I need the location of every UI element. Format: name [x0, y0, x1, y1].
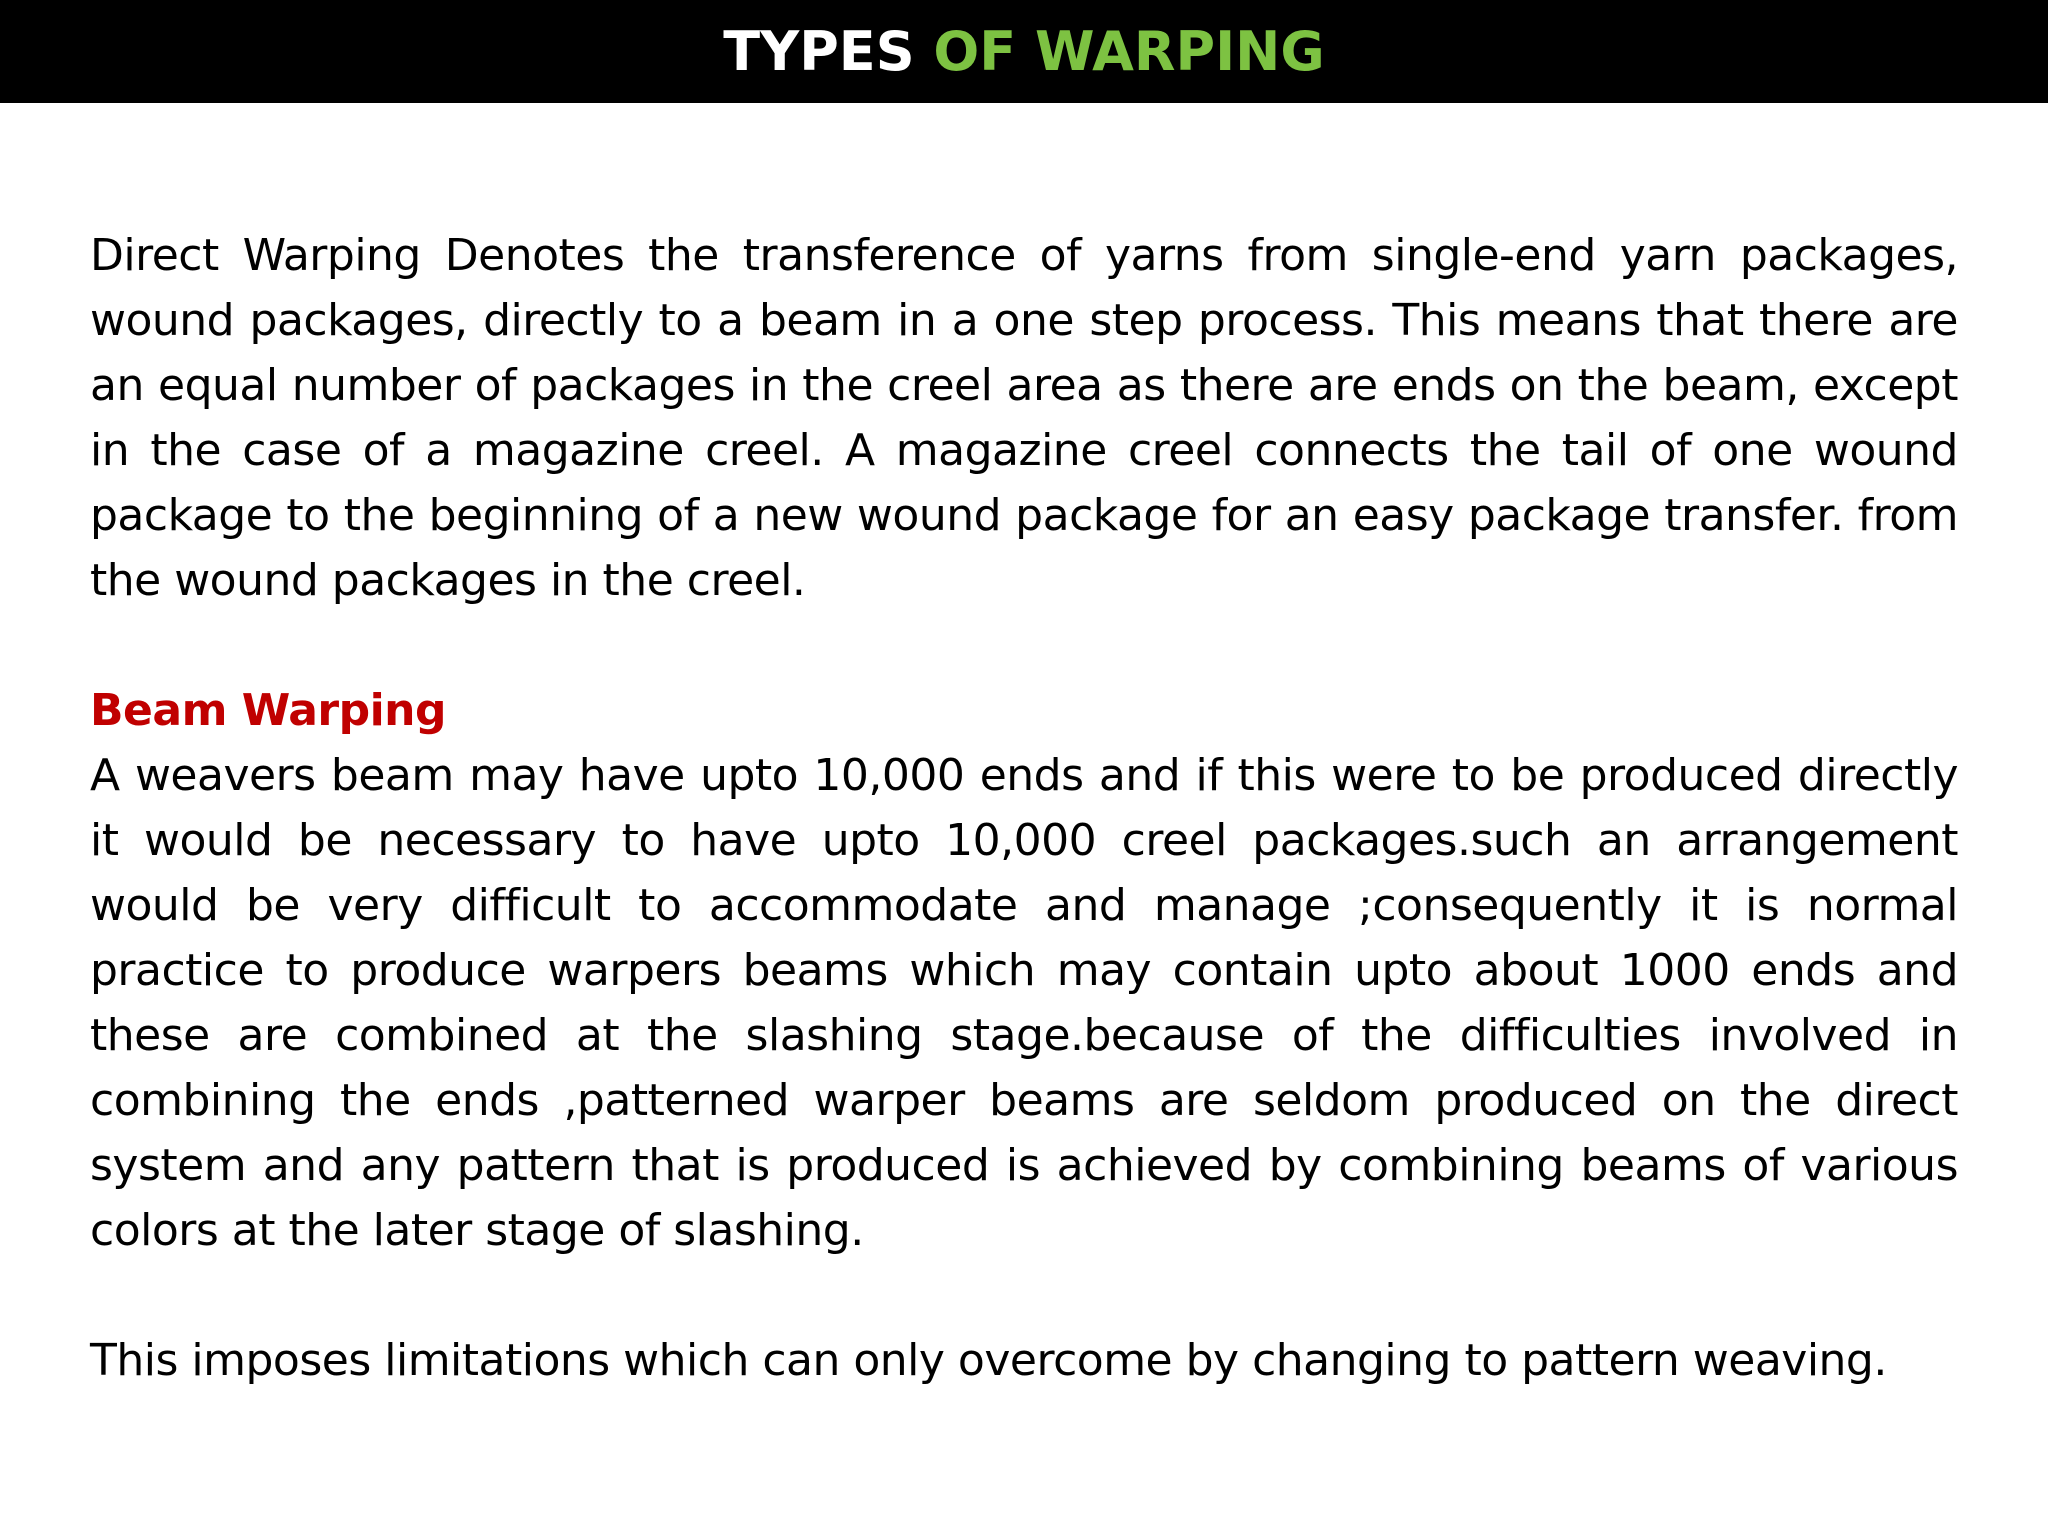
title-part-types: TYPES	[723, 20, 934, 83]
beam-warping-paragraph: A weavers beam may have upto 10,000 ends and if this were to be produced directly it would be necessary to have upto 10,000 creel packages.such an arrangement would be very difficult to accommodate and manage ;consequently it is normal practice to produce warpers beams which may contain upto about 1000 ends and these are combined at the slashing stage.because of the difficulties involved in combining the ends ,patterned warper beams are seldom produced on the direct system and any pattern that is produced is achieved by combining beams of various colors at the later stage of slashing.	[90, 750, 1958, 1256]
direct-warping-paragraph: Direct Warping Denotes the transference of yarns from single-end yarn packages, wound packages, directly to a beam in a one step process. This means that there are an equal number of packages in the creel area as there are ends on the beam, except in the case of a magazine creel. A magazine creel connects the tail of one wound package to the beginning of a new wound package for an easy package transfer. from the wound packages in the creel.	[90, 230, 1958, 606]
slide-title	[0, 0, 2048, 103]
title-part-of-warping: OF WARPING	[933, 20, 1325, 83]
beam-warping-heading: Beam Warping	[90, 685, 446, 736]
limitations-paragraph: This imposes limitations which can only overcome by changing to pattern weaving.	[90, 1335, 1887, 1386]
title-bar	[0, 0, 2048, 103]
slide-body	[90, 223, 1958, 1393]
